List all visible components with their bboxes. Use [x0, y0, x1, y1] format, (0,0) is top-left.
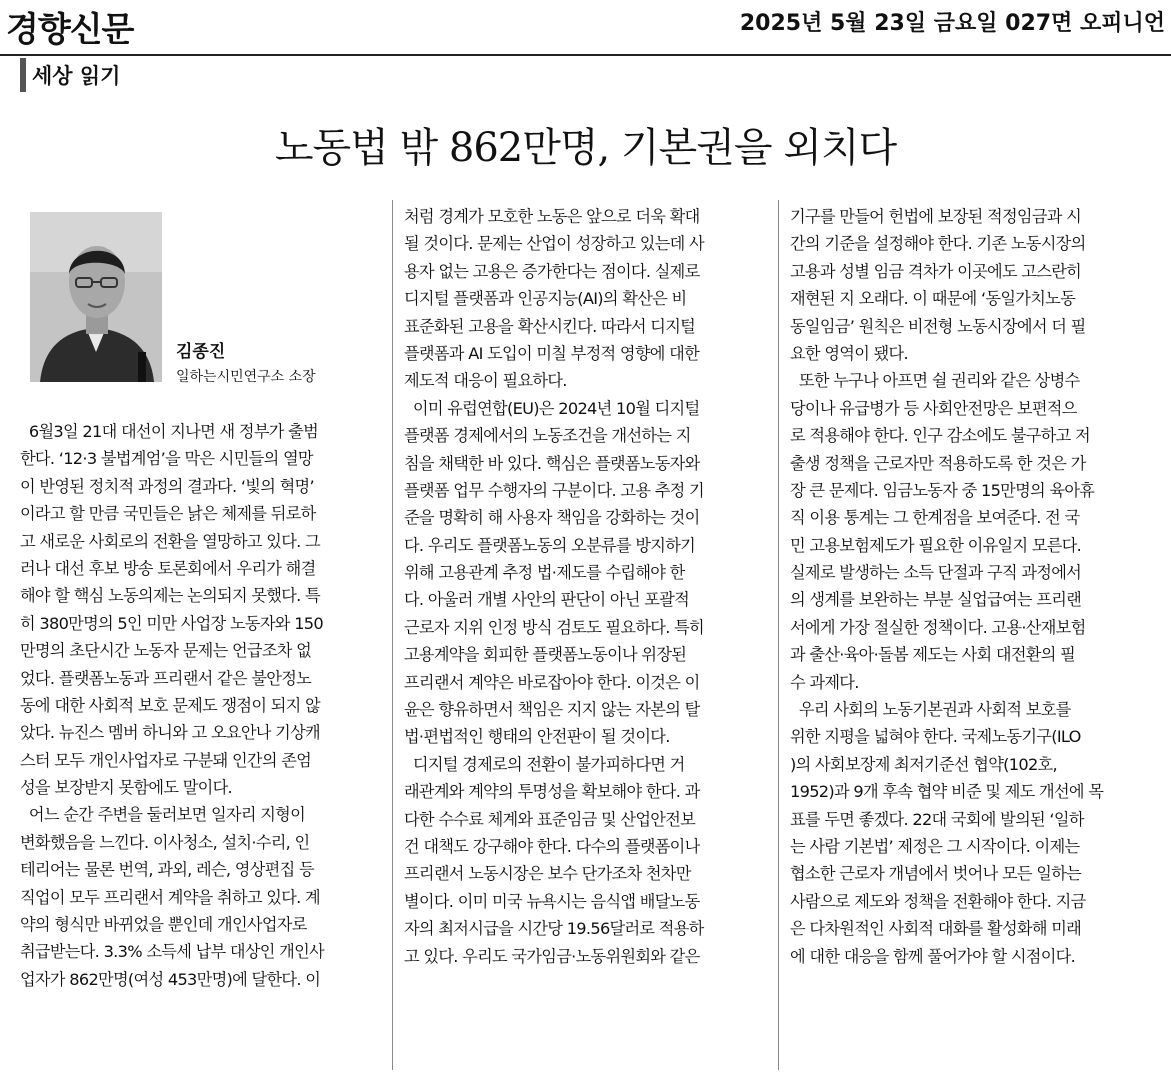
article-text-line: 당이나 유급병가 등 사회안전망은 보편적으 — [790, 398, 1077, 418]
article-text-line: 플랫폼과 AI 도입이 미칠 부정적 영향에 대한 — [404, 343, 700, 363]
article-text-line: 고 있다. 우리도 국가임금·노동위원회와 같은 — [404, 946, 700, 966]
article-headline: 노동법 밖 862만명, 기본권을 외치다 — [274, 125, 897, 171]
article-text-line: 플랫폼 업무 수행자의 구분이다. 고용 추정 기 — [404, 480, 704, 500]
article-text-line: 디지털 플랫폼과 인공지능(AI)의 확산은 비 — [404, 289, 687, 309]
article-text-line: 협소한 근로자 개념에서 벗어나 모든 일하는 — [790, 864, 1082, 884]
masthead-rule — [0, 54, 1171, 56]
article-text-line: 자의 최저시급을 시간당 19.56달러로 적용하 — [404, 919, 704, 939]
article-text-line: 사람으로 제도와 정책을 전환해야 한다. 지금 — [790, 891, 1086, 911]
article-text-line: 다. 우리도 플랫폼노동의 오분류를 방지하기 — [404, 535, 696, 555]
article-text-line: 건 대책도 강구해야 한다. 다수의 플랫폼이나 — [404, 836, 700, 856]
author-photo — [30, 212, 162, 382]
article-text-line: 성을 보장받지 못함에도 말이다. — [20, 778, 232, 798]
article-text-line: 동에 대한 사회적 보호 문제도 쟁점이 되지 않 — [20, 695, 320, 715]
article-text-line: 의 생계를 보완하는 부분 실업급여는 프리랜 — [790, 590, 1082, 610]
article-column-3 — [790, 203, 1160, 970]
article-text-line: 프리랜서 계약은 바로잡아야 한다. 이것은 이 — [404, 672, 700, 692]
article-text-line: 디지털 경제로의 전환이 불가피하다면 거 — [404, 754, 685, 774]
article-text-line: 테리어는 물론 번역, 과외, 레슨, 영상편집 등 — [20, 860, 314, 880]
article-text-line: 위한 지평을 넓혀야 한다. 국제노동기구(ILO — [790, 727, 1081, 747]
newspaper-logo: 경향신문 — [6, 10, 134, 50]
article-text-line: 서에게 가장 절실한 정책이다. 고용·산재보험 — [790, 617, 1086, 637]
column-divider — [392, 200, 393, 1070]
article-text-line: 직업이 모두 프리랜서 계약을 취하고 있다. 계 — [20, 887, 320, 907]
article-text-line: 이 반영된 정치적 과정의 결과다. ‘빛의 혁명’ — [20, 476, 314, 496]
article-text-line: 은 다차원적인 사회적 대화를 활성화해 미래 — [790, 919, 1082, 939]
article-text-line: 장 큰 문제다. 임금노동자 중 15만명의 육아휴 — [790, 480, 1095, 500]
article-text-line: 수 과제다. — [790, 672, 859, 692]
article-text-line: 1952)과 9개 후속 협약 비준 및 제도 개선에 목 — [790, 782, 1104, 802]
article-text-line: 이라고 할 만큼 국민들은 낡은 체제를 뒤로하 — [20, 504, 316, 524]
article-text-line: 출생 정책을 근로자만 적용하도록 한 것은 가 — [790, 453, 1086, 473]
article-text-line: 요한 영역이 됐다. — [790, 343, 908, 363]
column-divider — [778, 200, 779, 1070]
masthead — [0, 0, 1171, 56]
article-text-line: 실제로 발생하는 소득 단절과 구직 과정에서 — [790, 563, 1082, 583]
article-text-line: 표준화된 고용을 확산시킨다. 따라서 디지털 — [404, 316, 696, 336]
article-text-line: 에 대한 대응을 함께 풀어가야 할 시점이다. — [790, 946, 1076, 966]
article-text-line: 히 380만명의 5인 미만 사업장 노동자와 150 — [20, 613, 323, 633]
article-text-line: 용자 없는 고용은 증가한다는 점이다. 실제로 — [404, 261, 700, 281]
article-text-line: 변화했음을 느낀다. 이사청소, 설치·수리, 인 — [20, 832, 310, 852]
article-text-line: 플랫폼 경제에서의 노동조건을 개선하는 지 — [404, 426, 691, 446]
article-text-line: 6월3일 21대 대선이 지나면 새 정부가 출범 — [20, 422, 319, 441]
author-title: 일하는시민연구소 소장 — [176, 369, 316, 385]
article-text-line: 침을 채택한 바 있다. 핵심은 플랫폼노동자와 — [404, 453, 700, 473]
article-text-line: 는 사람 기본법’ 제정은 그 시작이다. 이제는 — [790, 836, 1080, 856]
article-column-2 — [404, 203, 774, 970]
article-text-line: 우리 사회의 노동기본권과 사회적 보호를 — [790, 700, 1071, 720]
article-text-line: 기구를 만들어 헌법에 보장된 적정임금과 시 — [790, 207, 1082, 226]
article-text-line: 스터 모두 개인사업자로 구분돼 인간의 존엄 — [20, 750, 312, 770]
section-label: 세상 읽기 — [32, 64, 121, 88]
article-text-line: 될 것이다. 문제는 산업이 성장하고 있는데 사 — [404, 234, 704, 254]
article-text-line: )의 사회보장제 최저기준선 협약(102호, — [790, 754, 1057, 774]
article-text-line: 동일임금’ 원칙은 비전형 노동시장에서 더 필 — [790, 316, 1086, 336]
article-text-line: 래관계와 계약의 투명성을 확보해야 한다. 과 — [404, 782, 700, 802]
article-text-line: 프리랜서 노동시장은 보수 단가조차 천차만 — [404, 864, 691, 884]
article-text-line: 고용계약을 회피한 플랫폼노동이나 위장된 — [404, 645, 687, 665]
article-text-line: 업자가 862만명(여성 453만명)에 달한다. 이 — [20, 969, 321, 989]
article-text-line: 위해 고용관계 추정 법·제도를 수립해야 한 — [404, 563, 685, 583]
article-text-line: 취급받는다. 3.3% 소득세 납부 대상인 개인사 — [20, 942, 324, 962]
section-marker — [20, 58, 26, 92]
article-text-line: 직 이용 통계는 그 한계점을 보여준다. 전 국 — [790, 508, 1080, 528]
article-text-line: 표를 두면 좋겠다. 22대 국회에 발의된 ‘일하 — [790, 809, 1084, 829]
article-text-line: 별이다. 이미 미국 뉴욕시는 음식앱 배달노동 — [404, 891, 700, 911]
article-text-line: 과 출산·육아·돌봄 제도는 사회 대전환의 필 — [790, 645, 1076, 665]
article-text-line: 윤은 향유하면서 책임은 지지 않는 자본의 탈 — [404, 700, 700, 720]
author-portrait-image — [30, 212, 162, 382]
article-text-line: 고용과 성별 임금 격차가 이곳에도 고스란히 — [790, 261, 1082, 281]
article-text-line: 었다. 플랫폼노동과 프리랜서 같은 불안정노 — [20, 668, 312, 688]
article-text-line: 러나 대선 후보 방송 토론회에서 우리가 해결 — [20, 558, 316, 578]
article-text-line: 제도적 대응이 필요하다. — [404, 371, 567, 391]
article-column-1 — [20, 418, 390, 993]
article-text-line: 이미 유럽연합(EU)은 2024년 10월 디지털 — [404, 398, 700, 418]
article-text-line: 해야 할 핵심 노동의제는 논의되지 못했다. 특 — [20, 586, 320, 606]
article-text-line: 고 새로운 사회로의 전환을 열망하고 있다. 그 — [20, 531, 320, 551]
article-text-line: 았다. 뉴진스 멤버 하니와 고 오요안나 기상캐 — [20, 723, 320, 743]
article-text-line: 로 적용해야 한다. 인구 감소에도 불구하고 저 — [790, 426, 1090, 446]
article-text-line: 준을 명확히 해 사용자 책임을 강화하는 것이 — [404, 508, 700, 528]
article-text-line: 또한 누구나 아프면 쉴 권리와 같은 상병수 — [790, 371, 1080, 391]
article-text-line: 만명의 초단시간 노동자 문제는 언급조차 없 — [20, 641, 312, 661]
article-text-line: 근로자 지위 인정 방식 검토도 필요하다. 특히 — [404, 617, 704, 637]
article-text-line: 다한 수수료 체계와 표준임금 및 산업안전보 — [404, 809, 696, 829]
author-name: 김종진 — [176, 342, 226, 362]
dateline: 2025년 5월 23일 금요일 027면 오피니언 — [739, 11, 1165, 36]
article-text-line: 어느 순간 주변을 둘러보면 일자리 지형이 — [20, 805, 306, 825]
article-text-line: 법·편법적인 행태의 안전판이 될 것이다. — [404, 727, 670, 747]
article-text-line: 간의 기준을 설정해야 한다. 기존 노동시장의 — [790, 234, 1086, 254]
article-text-line: 처럼 경계가 모호한 노동은 앞으로 더욱 확대 — [404, 207, 700, 226]
article-text-line: 다. 아울러 개별 사안의 판단이 아닌 포괄적 — [404, 590, 690, 610]
article-text-line: 민 고용보험제도가 필요한 이유일지 모른다. — [790, 535, 1082, 555]
article-text-line: 약의 형식만 바뀌었을 뿐인데 개인사업자로 — [20, 915, 307, 935]
article-text-line: 한다. ‘12·3 불법계엄’을 막은 시민들의 열망 — [20, 449, 313, 469]
article-text-line: 재현된 지 오래다. 이 때문에 ‘동일가치노동 — [790, 289, 1076, 309]
